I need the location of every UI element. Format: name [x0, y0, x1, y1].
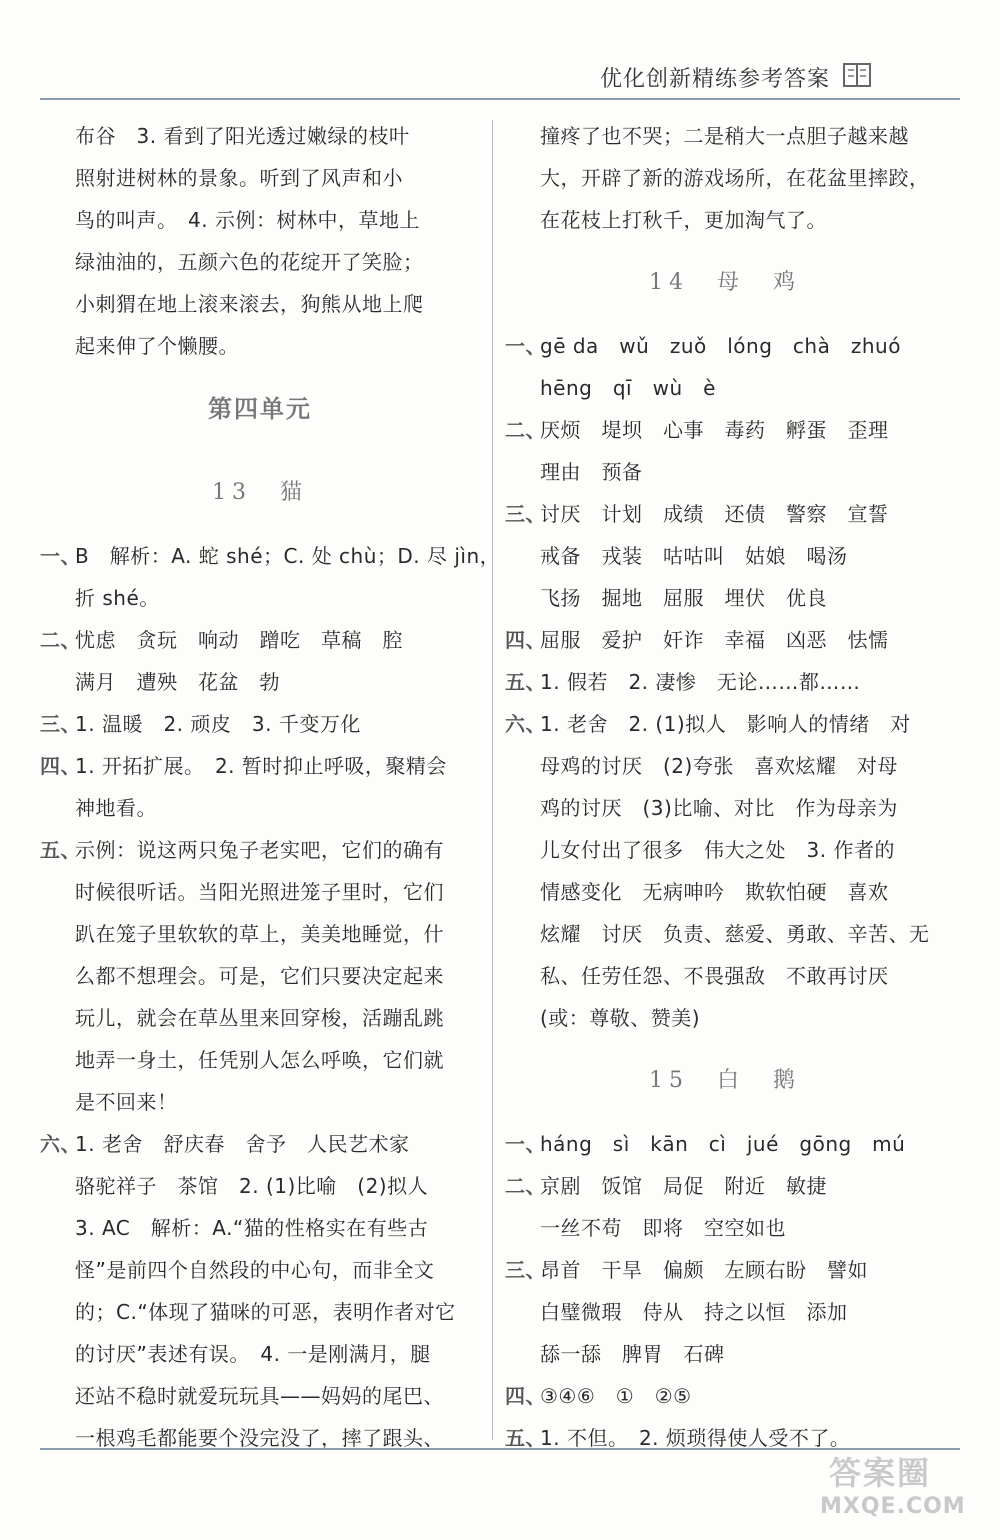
answer-text: 鸡的讨厌 (3)比喻、对比 作为母亲为 [540, 796, 898, 820]
question-6 [40, 1123, 480, 1459]
text-line: 布谷 3. 看到了阳光透过嫩绿的枝叶 [75, 124, 410, 148]
answer-text: 飞扬 掘地 屈服 埋伏 优良 [540, 586, 827, 610]
answer-text: 趴在笼子里软软的草上，美美地睡觉，什 [75, 922, 444, 946]
question-mark: 五、 [505, 1426, 546, 1450]
site-watermark [820, 1448, 966, 1528]
answer-text: 屈服 爱护 奸诈 幸福 凶恶 怯懦 [540, 628, 889, 652]
question-mark: 五、 [40, 838, 81, 862]
question-5 [40, 829, 480, 1123]
answer-text: 满月 遭殃 花盆 勃 [75, 670, 280, 694]
question-1 [40, 535, 501, 619]
question-mark: 四、 [505, 628, 546, 652]
answer-text: 时候很听话。当阳光照进笼子里时，它们 [75, 880, 444, 904]
answer-text: hēng qī wù è [540, 376, 716, 400]
question-4 [40, 745, 480, 829]
text-line: 大，开辟了新的游戏场所，在花盆里摔跤， [540, 166, 930, 190]
answer-text: B 解析：A. 蛇 shé；C. 处 chù；D. 尽 jìn， [75, 544, 501, 568]
question-mark: 六、 [40, 1132, 81, 1156]
question-1 [505, 1123, 945, 1165]
question-6 [505, 703, 945, 1039]
question-2 [505, 1165, 945, 1249]
text-line: 撞疼了也不哭；二是稍大一点胆子越来越 [540, 124, 909, 148]
answer-text: 白璧微瑕 侍从 持之以恒 添加 [540, 1300, 848, 1324]
lesson-title: 13 猫 [212, 480, 308, 505]
question-mark: 二、 [505, 1174, 546, 1198]
answer-text: 1. 温暖 2. 顽皮 3. 千变万化 [75, 712, 361, 736]
intro-block [40, 115, 480, 367]
answer-text: 一根鸡毛都能要个没完没了，摔了跟头、 [75, 1426, 444, 1450]
text-line: 绿油油的，五颜六色的花绽开了笑脸； [75, 250, 424, 274]
column-divider [492, 120, 493, 1440]
answer-text: 地弄一身土，任凭别人怎么呼唤，它们就 [75, 1048, 444, 1072]
question-4 [505, 1375, 945, 1417]
answer-text: 1. 不但。 2. 烦琐得使人受不了。 [540, 1426, 851, 1450]
answer-text: 玩儿，就会在草丛里来回穿梭，活蹦乱跳 [75, 1006, 444, 1030]
text-line: 起来伸了个懒腰。 [75, 334, 239, 358]
answer-text: 还站不稳时就爱玩玩具——妈妈的尾巴、 [75, 1384, 444, 1408]
question-3 [505, 1249, 945, 1375]
question-mark: 一、 [505, 1132, 546, 1156]
answer-text: 炫耀 讨厌 负责、慈爱、勇敢、辛苦、无 [540, 922, 930, 946]
question-mark: 六、 [505, 712, 546, 736]
answer-text: (或：尊敬、赞美) [540, 1006, 701, 1030]
answer-text: 母鸡的讨厌 (2)夸张 喜欢炫耀 对母 [540, 754, 898, 778]
question-mark: 三、 [505, 1258, 546, 1282]
question-mark: 三、 [40, 712, 81, 736]
text-line: 小刺猬在地上滚来滚去，狗熊从地上爬 [75, 292, 424, 316]
answer-text: 理由 预备 [540, 460, 643, 484]
question-mark: 五、 [505, 670, 546, 694]
answer-text: 的；C.“体现了猫咪的可恶，表明作者对它 [75, 1300, 456, 1324]
question-mark: 三、 [505, 502, 546, 526]
question-mark: 四、 [505, 1384, 546, 1408]
answer-text: 3. AC 解析：A.“猫的性格实在有些古 [75, 1216, 429, 1240]
question-mark: 二、 [505, 418, 546, 442]
answer-text: 怪”是前四个自然段的中心句，而非全文 [75, 1258, 435, 1282]
page-header [40, 58, 960, 100]
answer-text: 一丝不苟 即将 空空如也 [540, 1216, 786, 1240]
question-2 [505, 409, 945, 493]
answer-text: gē da wǔ zuǒ lóng chà zhuó [540, 334, 901, 358]
question-1 [505, 325, 945, 409]
question-2 [40, 619, 480, 703]
question-mark: 一、 [40, 544, 81, 568]
question-mark: 一、 [505, 334, 546, 358]
answer-text: 私、任劳任怨、不畏强敌 不敢再讨厌 [540, 964, 889, 988]
answer-text: 示例：说这两只兔子老实吧，它们的确有 [75, 838, 444, 862]
lesson-title: 14 母 鸡 [649, 270, 801, 295]
question-4 [505, 619, 945, 661]
book-logo-icon [838, 58, 878, 92]
answer-text: 儿女付出了很多 伟大之处 3. 作者的 [540, 838, 895, 862]
answer-text: 1. 开拓扩展。 2. 暂时抑止呼吸，聚精会 [75, 754, 447, 778]
question-3 [40, 703, 480, 745]
lesson-title: 15 白 鹅 [649, 1068, 801, 1093]
answer-text: 1. 老舍 舒庆春 舍予 人民艺术家 [75, 1132, 410, 1156]
answer-text: 骆驼祥子 茶馆 2. (1)比喻 (2)拟人 [75, 1174, 429, 1198]
header-title: 优化创新精练参考答案 [599, 67, 830, 92]
intro-block [505, 115, 945, 241]
answer-text: 的讨厌”表述有误。 4. 一是刚满月，腿 [75, 1342, 431, 1366]
answer-text: 情感变化 无病呻吟 欺软怕硬 喜欢 [540, 880, 889, 904]
answer-text: ③④⑥ ① ②⑤ [540, 1384, 692, 1408]
answer-text: 京剧 饭馆 局促 附近 敏捷 [540, 1174, 827, 1198]
left-column [40, 115, 501, 1459]
answer-text: 戒备 戎装 咕咕叫 姑娘 喝汤 [540, 544, 848, 568]
answer-text: 是不回来！ [75, 1090, 178, 1114]
right-column [505, 115, 945, 1459]
text-line: 鸟的叫声。 4. 示例：树林中，草地上 [75, 208, 420, 232]
watermark-url: MXQE.COM [820, 1494, 966, 1519]
text-line: 在花枝上打秋千，更加淘气了。 [540, 208, 827, 232]
answer-text: háng sì kān cì jué gōng mú [540, 1132, 906, 1156]
watermark-logo-text: 答案圈 [828, 1454, 931, 1492]
question-mark: 四、 [40, 754, 81, 778]
answer-text: 讨厌 计划 成绩 还债 警察 宣誓 [540, 502, 889, 526]
answer-text: 忧虑 贪玩 响动 蹭吃 草稿 腔 [75, 628, 403, 652]
question-3 [505, 493, 945, 619]
answer-text: 么都不想理会。可是，它们只要决定起来 [75, 964, 444, 988]
question-mark: 二、 [40, 628, 81, 652]
answer-text: 1. 假若 2. 凄惨 无论……都…… [540, 670, 861, 694]
text-line: 照射进树林的景象。听到了风声和小 [75, 166, 403, 190]
answer-text: 厌烦 堤坝 心事 毒药 孵蛋 歪理 [540, 418, 889, 442]
question-5 [505, 661, 945, 703]
answer-text: 昂首 干旱 偏颇 左顾右盼 譬如 [540, 1258, 868, 1282]
answer-text: 1. 老舍 2. (1)拟人 影响人的情绪 对 [540, 712, 911, 736]
answer-text: 神地看。 [75, 796, 157, 820]
answer-text: 折 shé。 [75, 586, 160, 610]
unit-title: 第四单元 [208, 394, 312, 423]
answer-text: 舔一舔 脾胃 石碑 [540, 1342, 725, 1366]
